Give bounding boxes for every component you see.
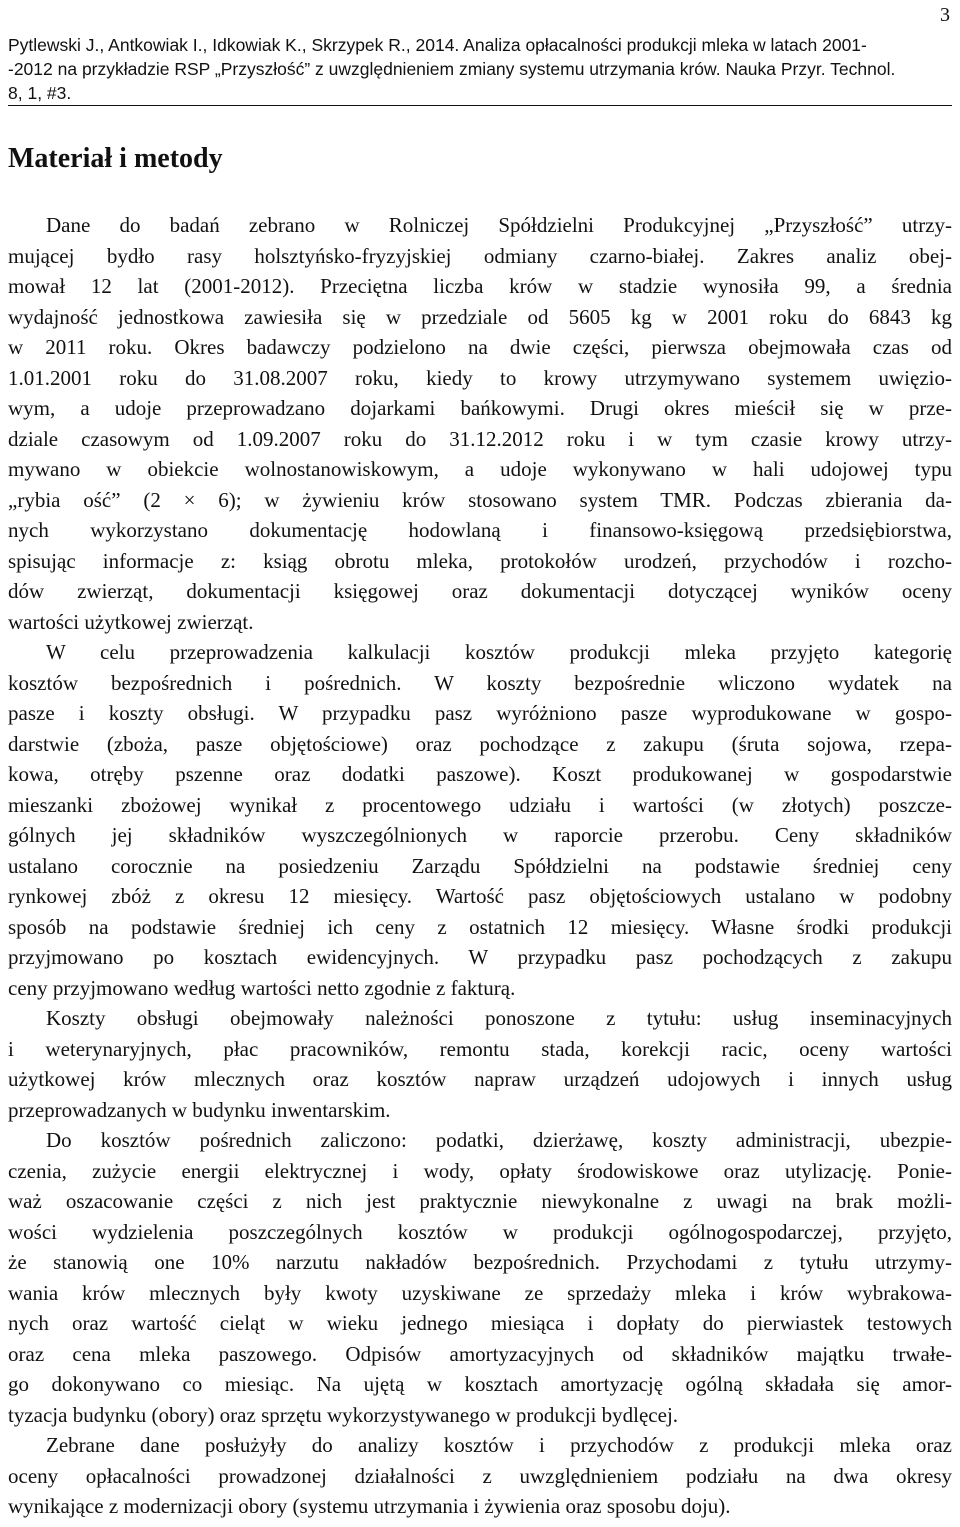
citation-line: 8, 1, #3. (8, 83, 72, 103)
header-divider (8, 105, 952, 106)
body-line: wości wydzielenia poszczególnych kosztów w produkcji ogólnogospodarczej, przyjęto, (8, 1219, 952, 1244)
body-line: Dane do badań zebrano w Rolniczej Spółdzielni Produkcyjnej „Przyszłość” utrzy- (46, 213, 952, 237)
body-line: nych wykorzystano dokumentację hodowlaną i finansowo-księgową przedsiębiorstwa, (8, 518, 952, 542)
body-line: rynkowej zbóż z okresu 12 miesięcy. Wartość pasz objętościowych ustalano w podobny (8, 884, 952, 908)
body-line: dziale czasowym od 1.09.2007 roku do 31.12.2012 roku i w tym czasie krowy utrzy- (8, 426, 952, 451)
body-line: wym, a udoje przeprowadzano dojarkami bańkowymi. Drugi okres mieścił się w prze- (8, 396, 952, 420)
body-line: ceny przyjmowano według wartości netto zgodnie z fakturą. (8, 975, 516, 1000)
body-line: użytkowej krów mlecznych oraz kosztów napraw urządzeń udojowych i innych usług (8, 1067, 952, 1091)
body-line: że stanowią one 10% narzutu nakładów bezpośrednich. Przychodami z tytułu utrzymy- (8, 1250, 952, 1274)
page-number: 3 (940, 4, 950, 26)
body-line: „rybia ość” (2 × 6); w żywieniu krów stosowano system TMR. Podczas zbierania da- (8, 487, 952, 512)
citation-line: -2012 na przykładzie RSP „Przyszłość” z uwzględnieniem zmiany systemu utrzymania krów. Nauka Przyr. Technol. (8, 59, 896, 79)
body-line: spisując informacje z: ksiąg obrotu mleka, protokołów urodzeń, przychodów i rozcho- (8, 548, 952, 573)
body-text (8, 210, 952, 1522)
body-line: ustalano corocznie na posiedzeniu Zarządu Spółdzielni na podstawie średniej ceny (8, 853, 952, 878)
body-line: wartości użytkowej zwierząt. (8, 609, 254, 634)
body-line: Koszty obsługi obejmowały należności ponoszone z tytułu: usług inseminacyjnych (46, 1006, 952, 1030)
body-line: wania krów mlecznych były kwoty uzyskiwane ze sprzedaży mleka i krów wybrakowa- (8, 1280, 952, 1305)
body-line: waż oszacowanie części z nich jest praktycznie niewykonalne z uwagi na brak możli- (8, 1189, 952, 1213)
citation-header (8, 33, 948, 105)
body-line: mował 12 lat (2001-2012). Przeciętna liczba krów w stadzie wynosiła 99, a średnia (8, 274, 952, 298)
body-line: oceny opłacalności prowadzonej działalności z uwzględnieniem podziału na dwa okresy (8, 1463, 952, 1488)
section-heading: Materiał i metody (8, 143, 223, 174)
body-line: oraz cena mleka paszowego. Odpisów amortyzacyjnych od składników majątku trwałe- (8, 1341, 952, 1366)
body-line: mującej bydło rasy holsztyńsko-fryzyjskiej odmiany czarno-białej. Zakres analiz obej- (8, 243, 952, 268)
body-line: nych oraz wartość cieląt w wieku jednego miesiąca i dopłaty do pierwiastek testowych (8, 1311, 952, 1335)
body-line: czenia, zużycie energii elektrycznej i wody, opłaty środowiskowe oraz utylizację. Ponie- (8, 1158, 952, 1183)
body-line: i weterynaryjnych, płac pracowników, remontu stada, korekcji racic, oceny wartości (8, 1036, 952, 1061)
body-line: go dokonywano co miesiąc. Na ujętą w kosztach amortyzację ogólną składała się amor- (8, 1372, 952, 1396)
body-line: Do kosztów pośrednich zaliczono: podatki, dzierżawę, koszty administracji, ubezpie- (46, 1128, 952, 1152)
body-line: W celu przeprowadzenia kalkulacji kosztów produkcji mleka przyjęto kategorię (46, 640, 952, 664)
body-line: tyzacja budynku (obory) oraz sprzętu wykorzystywanego w produkcji bydlęcej. (8, 1402, 679, 1427)
body-line: 1.01.2001 roku do 31.08.2007 roku, kiedy to krowy utrzymywano systemem uwięzio- (8, 365, 952, 390)
body-line: przyjmowano po kosztach ewidencyjnych. W przypadku pasz pochodzących z zakupu (8, 945, 952, 969)
body-line: gólnych jej składników wyszczególnionych w raporcie przerobu. Ceny składników (8, 823, 952, 847)
body-line: wydajność jednostkowa zawiesiła się w przedziale od 5605 kg w 2001 roku do 6843 kg (8, 304, 952, 329)
body-line: kosztów bezpośrednich i pośrednich. W koszty bezpośrednie wliczono wydatek na (8, 670, 952, 695)
body-line: pasze i koszty obsługi. W przypadku pasz wyróżniono pasze wyprodukowane w gospo- (8, 701, 952, 725)
body-line: darstwie (zboża, pasze objętościowe) oraz pochodzące z zakupu (śruta sojowa, rzepa- (8, 731, 952, 756)
body-line: w 2011 roku. Okres badawczy podzielono na dwie części, pierwsza obejmowała czas od (8, 335, 952, 359)
body-line: sposób na podstawie średniej ich ceny z ostatnich 12 miesięcy. Własne środki produkcji (8, 914, 952, 939)
body-line: mieszanki zbożowej wynikał z procentowego udziału i wartości (w złotych) poszcze- (8, 792, 952, 817)
body-line: przeprowadzanych w budynku inwentarskim. (8, 1097, 391, 1122)
body-line: Zebrane dane posłużyły do analizy kosztów i przychodów z produkcji mleka oraz (46, 1433, 952, 1457)
citation-line: Pytlewski J., Antkowiak I., Idkowiak K., Skrzypek R., 2014. Analiza opłacalności produkcji mleka w latach 2001- (8, 35, 867, 55)
body-line: dów zwierząt, dokumentacji księgowej oraz dokumentacji dotyczącej wyników oceny (8, 579, 952, 603)
body-line: wynikające z modernizacji obory (systemu utrzymania i żywienia oraz sposobu doju). (8, 1494, 731, 1518)
body-line: mywano w obiekcie wolnostanowiskowym, a udoje wykonywano w hali udojowej typu (8, 457, 952, 481)
body-line: kowa, otręby pszenne oraz dodatki paszowe). Koszt produkowanej w gospodarstwie (8, 762, 952, 786)
